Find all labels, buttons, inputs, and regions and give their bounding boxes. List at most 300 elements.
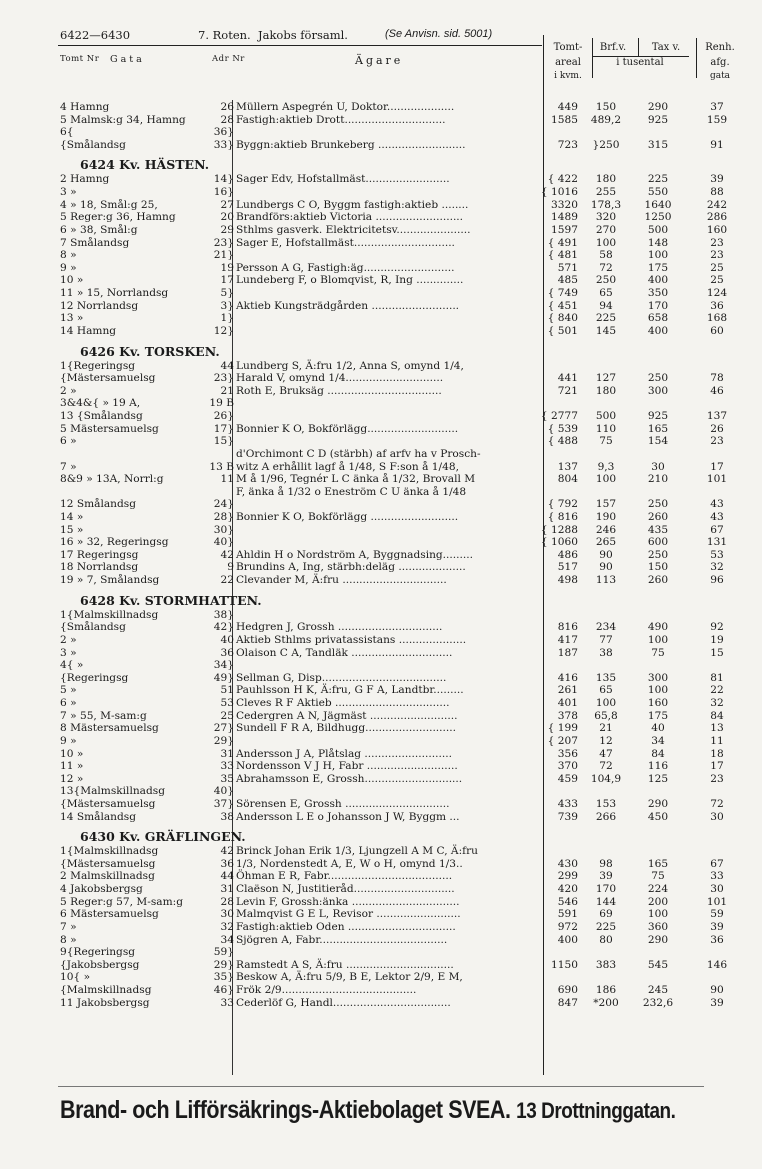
tax-value-cell: 116: [647, 760, 669, 773]
table-row: [0, 410, 762, 422]
street-cell: 14 »: [60, 510, 84, 523]
owner-cell: Pauhlsson H K, Ä:fru, G F A, Landtbr.........: [236, 684, 464, 697]
tax-value-cell: 175: [647, 261, 669, 274]
owner-cell: Andersson J A, Plåtslag ..........................: [236, 747, 452, 760]
table-row: [0, 524, 762, 536]
fire-insurance-value-cell: 69: [599, 908, 613, 921]
tax-value-cell: 260: [647, 574, 669, 587]
fire-insurance-value-cell: 90: [599, 548, 613, 561]
area-cell: 546: [557, 895, 578, 908]
address-number-cell: 19: [220, 261, 234, 274]
street-cleaning-fee-cell: 160: [706, 223, 728, 236]
col-areal: areal: [555, 57, 581, 68]
address-number-cell: 31: [220, 883, 234, 896]
street-cleaning-fee-cell: 30: [710, 810, 724, 823]
fire-insurance-value-cell: 21: [599, 722, 613, 735]
table-row: [0, 722, 762, 734]
tax-value-cell: 30: [651, 460, 665, 473]
fire-insurance-value-cell: 270: [595, 223, 617, 236]
area-cell: 816: [557, 621, 578, 634]
table-row: [0, 287, 762, 299]
area-cell: { 2777: [540, 410, 578, 423]
address-number-cell: 33: [220, 760, 234, 773]
tax-value-cell: 232,6: [642, 996, 674, 1009]
street-cleaning-fee-cell: 30: [710, 883, 724, 896]
table-row: [0, 211, 762, 223]
table-row: [0, 114, 762, 126]
area-cell: 721: [557, 384, 578, 397]
owner-cell: Fastigh:aktieb Oden ................................: [236, 920, 456, 933]
fire-insurance-value-cell: 100: [595, 697, 617, 710]
street-cell: 1{Regeringsg: [60, 359, 136, 372]
street-cell: 5 »: [60, 684, 77, 697]
address-number-cell: 3}: [220, 299, 234, 312]
col-taxv: Tax v.: [651, 42, 681, 53]
divider-tax: [696, 38, 697, 78]
fire-insurance-value-cell: 47: [599, 747, 613, 760]
tax-value-cell: 250: [647, 372, 669, 385]
street-cell: 9{Regeringsg: [60, 946, 136, 959]
owner-cell: Harald V, omynd 1/4.............................: [236, 372, 444, 385]
fire-insurance-value-cell: 153: [595, 798, 617, 810]
fire-insurance-value-cell: 110: [595, 422, 617, 435]
address-number-cell: 17}: [213, 422, 234, 435]
table-row: [0, 785, 762, 797]
address-number-cell: 38: [220, 810, 234, 823]
tax-value-cell: 250: [647, 548, 669, 561]
table-row: [0, 435, 762, 447]
owner-cell: Aktieb Sthlms privatassistans ....................: [236, 633, 467, 646]
table-row: [0, 312, 762, 324]
street-cell: 8 »: [60, 249, 77, 262]
area-cell: { 749: [547, 287, 578, 300]
tax-value-cell: 224: [647, 883, 669, 896]
street-cleaning-fee-cell: 159: [706, 113, 728, 126]
area-cell: 417: [557, 633, 578, 646]
table-row: [0, 921, 762, 933]
tax-value-cell: 100: [647, 684, 669, 697]
owner-cell: Aktieb Kungsträdgården ..........................: [236, 299, 460, 312]
address-number-cell: 59}: [213, 946, 234, 959]
address-number-cell: 12}: [213, 324, 234, 337]
tax-value-cell: 360: [647, 920, 669, 933]
address-number-cell: 14}: [213, 173, 234, 186]
address-number-cell: 44: [220, 870, 234, 883]
area-cell: 370: [557, 760, 578, 773]
street-cell: 6 Mästersamuelsg: [60, 908, 159, 921]
owner-cell: Sundell F R A, Bildhugg...........................: [236, 722, 457, 735]
street-cleaning-fee-cell: 15: [710, 646, 724, 659]
area-cell: 420: [557, 883, 578, 896]
street-cleaning-fee-cell: 39: [710, 173, 724, 186]
tax-value-cell: 165: [647, 857, 669, 870]
owner-cell: Sellman G, Disp.....................................: [236, 671, 447, 684]
address-number-cell: 26: [220, 101, 234, 113]
fire-insurance-value-cell: 100: [595, 236, 617, 249]
area-cell: { 488: [547, 435, 578, 448]
address-number-cell: 40}: [213, 536, 234, 549]
table-row: [0, 845, 762, 857]
table-row: [0, 659, 762, 671]
table-row: [0, 139, 762, 151]
street-cleaning-fee-cell: 18: [710, 747, 724, 760]
tax-value-cell: 350: [647, 287, 669, 300]
area-cell: 486: [557, 548, 578, 561]
street-cell: 19 » 7, Smålandsg: [60, 574, 160, 587]
street-cleaning-fee-cell: 11: [710, 734, 724, 747]
street-cleaning-fee-cell: 242: [706, 198, 728, 211]
address-number-cell: 38}: [213, 608, 234, 621]
owner-cell: d'Orchimont C D (stärbh) af arfv ha v Prosch-: [236, 447, 481, 460]
table-row: [0, 224, 762, 236]
tax-value-cell: 125: [647, 772, 669, 785]
address-number-cell: 34}: [213, 659, 234, 672]
address-number-cell: 42: [220, 548, 234, 561]
address-number-cell: 17: [220, 274, 234, 287]
street-cleaning-fee-cell: 22: [710, 684, 724, 697]
owner-cell: Sager Edv, Hofstallmäst.........................: [236, 173, 450, 186]
parish-label: Jakobs församl.: [258, 28, 348, 42]
street-cleaning-fee-cell: 91: [710, 138, 724, 151]
street-cell: 1{Malmskillnadsg: [60, 845, 159, 858]
tax-value-cell: 290: [647, 798, 669, 810]
street-cell: 5 Reger:g 36, Hamng: [60, 211, 176, 224]
street-cell: 2 Malmskillnadsg: [60, 870, 155, 883]
address-number-cell: 22: [220, 574, 234, 587]
address-number-cell: 46}: [213, 984, 234, 997]
owner-cell: Brandförs:aktieb Victoria ..........................: [236, 211, 464, 224]
street-cell: 2 Hamng: [60, 173, 110, 186]
tax-value-cell: 75: [651, 870, 665, 883]
table-row: [0, 984, 762, 996]
fire-insurance-value-cell: 77: [599, 633, 613, 646]
table-row: [0, 397, 762, 409]
street-cell: 6 » 38, Smål:g: [60, 223, 138, 236]
owner-cell: Lundbergs C O, Byggm fastigh:aktieb ........: [236, 198, 469, 211]
fire-insurance-value-cell: 234: [595, 621, 617, 634]
tax-value-cell: 400: [647, 324, 669, 337]
area-cell: { 816: [547, 510, 578, 523]
tax-value-cell: 165: [647, 422, 669, 435]
area-cell: 690: [557, 984, 578, 997]
street-cleaning-fee-cell: 26: [710, 422, 724, 435]
kvarter-heading: 6426 Kv. TORSKEN.: [80, 343, 220, 359]
address-number-cell: 37}: [213, 798, 234, 810]
street-cell: 10{ »: [60, 971, 91, 984]
owner-cell: Cleves R F Aktieb ..................................: [236, 697, 450, 710]
col-afg: afg.: [710, 57, 730, 68]
street-cell: 12 Smålandsg: [60, 498, 136, 511]
address-number-cell: 27}: [213, 722, 234, 735]
street-cell: 1{Malmskillnadsg: [60, 608, 159, 621]
area-cell: 1585: [551, 113, 578, 126]
owner-cell: Sörensen E, Grossh ...............................: [236, 798, 450, 810]
street-cleaning-fee-cell: 13: [710, 722, 724, 735]
owner-cell: F, änka å 1/32 o Eneström C U änka å 1/48: [236, 485, 467, 498]
tusental-rule: [593, 56, 689, 57]
street-cleaning-fee-cell: 23: [710, 435, 724, 448]
area-cell: { 840: [547, 312, 578, 325]
table-row: [0, 199, 762, 211]
address-number-cell: 25: [220, 709, 234, 722]
address-number-cell: 36: [220, 646, 234, 659]
owner-cell: Ramstedt A S, Ä:fru ................................: [236, 958, 454, 971]
street-cleaning-fee-cell: 37: [710, 101, 724, 113]
street-cell: 3&4&{ » 19 A,: [60, 397, 141, 410]
fire-insurance-value-cell: 100: [595, 473, 617, 486]
street-cell: 17 Regeringsg: [60, 548, 139, 561]
table-row: [0, 672, 762, 684]
address-number-cell: 5}: [220, 287, 234, 300]
street-cell: 9 »: [60, 734, 77, 747]
address-number-cell: 34: [220, 933, 234, 946]
roten-label: 7. Roten.: [198, 28, 251, 42]
address-number-cell: 49}: [213, 671, 234, 684]
area-cell: 485: [557, 274, 578, 287]
table-row: [0, 647, 762, 659]
street-cell: 3 »: [60, 646, 77, 659]
owner-cell: Olaison C A, Tandläk ..............................: [236, 646, 453, 659]
table-row: [0, 621, 762, 633]
owner-cell: Lundberg S, Ä:fru 1/2, Anna S, omynd 1/4,: [236, 359, 464, 372]
area-cell: 591: [557, 908, 578, 921]
address-number-cell: 19 B: [209, 397, 234, 410]
table-row: [0, 461, 762, 473]
area-cell: 847: [557, 996, 578, 1009]
street-cleaning-fee-cell: 39: [710, 920, 724, 933]
street-cleaning-fee-cell: 46: [710, 384, 724, 397]
area-cell: { 491: [547, 236, 578, 249]
table-row: [0, 249, 762, 261]
fire-insurance-value-cell: 225: [595, 312, 617, 325]
area-cell: 1150: [551, 958, 578, 971]
street-cleaning-fee-cell: 17: [710, 460, 724, 473]
area-cell: { 501: [547, 324, 578, 337]
street-cleaning-fee-cell: 25: [710, 261, 724, 274]
owner-cell: Beskow A, Ä:fru 5/9, B E, Lektor 2/9, E M,: [236, 971, 463, 984]
fire-insurance-value-cell: 72: [599, 760, 613, 773]
street-cell: 14 Smålandsg: [60, 810, 136, 823]
fire-insurance-value-cell: 90: [599, 561, 613, 574]
address-number-cell: 51: [220, 684, 234, 697]
street-cell: 10 »: [60, 747, 84, 760]
tax-value-cell: 150: [647, 561, 669, 574]
area-cell: 416: [557, 671, 578, 684]
owner-cell: Cedergren A N, Jägmäst ..........................: [236, 709, 458, 722]
fire-insurance-value-cell: 75: [599, 435, 613, 448]
table-row: [0, 971, 762, 983]
tax-value-cell: 925: [647, 410, 669, 423]
area-cell: 261: [557, 684, 578, 697]
tax-value-cell: 100: [647, 249, 669, 262]
tax-value-cell: 40: [651, 722, 665, 735]
owner-cell: Bonnier K O, Bokförlägg...........................: [236, 422, 459, 435]
area-cell: 498: [557, 574, 578, 587]
owner-cell: Hedgren J, Grossh ...............................: [236, 621, 443, 634]
area-cell: 3320: [551, 198, 578, 211]
table-row: [0, 934, 762, 946]
owner-cell: Lundeberg F, o Blomqvist, R, Ing ..............: [236, 274, 464, 287]
fire-insurance-value-cell: 98: [599, 857, 613, 870]
address-number-cell: 29}: [213, 734, 234, 747]
street-cleaning-fee-cell: 286: [706, 211, 728, 224]
street-cleaning-fee-cell: 67: [710, 857, 724, 870]
tax-value-cell: 250: [647, 498, 669, 511]
table-row: [0, 325, 762, 337]
area-cell: 299: [557, 870, 578, 883]
tax-value-cell: 210: [647, 473, 669, 486]
table-row: [0, 126, 762, 138]
area-cell: { 207: [547, 734, 578, 747]
owner-cell: Andersson L E o Johansson J W, Byggm ...: [236, 810, 460, 823]
area-cell: 441: [557, 372, 578, 385]
address-number-cell: 36}: [213, 126, 234, 139]
table-row: [0, 511, 762, 523]
tax-value-cell: 500: [647, 223, 669, 236]
street-cell: 5 Malmsk:g 34, Hamng: [60, 113, 186, 126]
street-cleaning-fee-cell: 36: [710, 299, 724, 312]
area-cell: 1597: [551, 223, 578, 236]
owner-cell: M å 1/96, Tegnér L C änka å 1/32, Brovall M: [236, 473, 476, 486]
fire-insurance-value-cell: 65: [599, 287, 613, 300]
fire-insurance-value-cell: 489,2: [590, 113, 622, 126]
fire-insurance-value-cell: 250: [595, 274, 617, 287]
table-row: [0, 697, 762, 709]
street-cleaning-fee-cell: 124: [706, 287, 728, 300]
owner-cell: Levin F, Grossh:änka ................................: [236, 895, 460, 908]
address-number-cell: 23}: [213, 236, 234, 249]
street-cell: 15 »: [60, 523, 84, 536]
table-row: [0, 423, 762, 435]
address-number-cell: 53: [220, 697, 234, 710]
tax-value-cell: 315: [647, 138, 669, 151]
owner-cell: 1/3, Nordenstedt A, E, W o H, omynd 1/3..: [236, 857, 463, 870]
fire-insurance-value-cell: 320: [595, 211, 617, 224]
address-number-cell: 29}: [213, 958, 234, 971]
table-row: [0, 870, 762, 882]
divider-brf: [638, 38, 639, 56]
owner-cell: Brundins A, Ing, stärbh:deläg ....................: [236, 561, 466, 574]
street-cell: 7 » 55, M-sam:g: [60, 709, 147, 722]
street-cleaning-fee-cell: 146: [706, 958, 728, 971]
owner-cell: Malmqvist G E L, Revisor .........................: [236, 908, 461, 921]
address-number-cell: 28: [220, 895, 234, 908]
street-cell: 11 Jakobsbergsg: [60, 996, 150, 1009]
area-cell: 137: [557, 460, 578, 473]
fire-insurance-value-cell: 145: [595, 324, 617, 337]
address-number-cell: 13 B: [209, 460, 234, 473]
col-ikvm: i kvm.: [554, 71, 582, 81]
fire-insurance-value-cell: 135: [595, 671, 617, 684]
footer-advertisement: [60, 1096, 676, 1125]
owner-cell: Cederlöf G, Handl...................................: [236, 996, 451, 1009]
table-row: [0, 634, 762, 646]
street-cell: 12 »: [60, 772, 84, 785]
street-cell: 6{: [60, 126, 74, 139]
address-number-cell: 9: [227, 561, 234, 574]
fire-insurance-value-cell: 180: [595, 173, 617, 186]
fire-insurance-value-cell: 186: [595, 984, 617, 997]
fire-insurance-value-cell: 180: [595, 384, 617, 397]
area-cell: 400: [557, 933, 578, 946]
street-cell: 4 » 18, Smål:g 25,: [60, 198, 158, 211]
col-renh: Renh.: [705, 42, 735, 53]
fire-insurance-value-cell: 150: [595, 101, 617, 113]
table-row: [0, 549, 762, 561]
tax-value-cell: 225: [647, 173, 669, 186]
address-number-cell: 15}: [213, 435, 234, 448]
fire-insurance-value-cell: 80: [599, 933, 613, 946]
footer-rule: [58, 1086, 704, 1087]
kvarter-heading: 6428 Kv. STORMHATTEN.: [80, 592, 262, 608]
page-range: 6422—6430: [60, 28, 131, 42]
tax-value-cell: 34: [651, 734, 665, 747]
address-number-cell: 24}: [213, 498, 234, 511]
kvarter-heading: 6424 Kv. HÄSTEN.: [80, 157, 210, 173]
area-cell: 1489: [551, 211, 578, 224]
street-cleaning-fee-cell: 59: [710, 908, 724, 921]
table-row: [0, 300, 762, 312]
tax-value-cell: 245: [647, 984, 669, 997]
address-number-cell: 33: [220, 996, 234, 1009]
table-row: [0, 798, 762, 810]
street-cell: 11 »: [60, 760, 84, 773]
address-number-cell: 21: [220, 384, 234, 397]
street-cleaning-fee-cell: 33: [710, 870, 724, 883]
area-cell: { 1016: [540, 186, 578, 199]
address-number-cell: 21}: [213, 249, 234, 262]
area-cell: { 792: [547, 498, 578, 511]
street-cell: 7 »: [60, 920, 77, 933]
address-number-cell: 11: [220, 473, 234, 486]
col-gata-afg: gata: [709, 71, 731, 81]
address-number-cell: 28: [220, 113, 234, 126]
table-row: [0, 101, 762, 113]
table-row: [0, 498, 762, 510]
table-row: [0, 486, 762, 498]
table-row: [0, 858, 762, 870]
col-adrnr: Adr Nr: [212, 54, 245, 64]
area-cell: { 1288: [540, 523, 578, 536]
table-row: [0, 896, 762, 908]
street-cleaning-fee-cell: 60: [710, 324, 724, 337]
street-cell: 2 »: [60, 633, 77, 646]
address-number-cell: 40}: [213, 785, 234, 798]
fire-insurance-value-cell: 266: [595, 810, 617, 823]
table-row: [0, 609, 762, 621]
tax-value-cell: 490: [647, 621, 669, 634]
street-cell: 16 » 32, Regeringsg: [60, 536, 169, 549]
street-cell: 9 »: [60, 261, 77, 274]
address-number-cell: 29: [220, 223, 234, 236]
owner-cell: Müllern Aspegrén U, Doktor....................: [236, 101, 455, 113]
table-row: [0, 760, 762, 772]
table-row: [0, 908, 762, 920]
address-number-cell: 33}: [213, 138, 234, 151]
owner-cell: Persson A G, Fastigh:äg...........................: [236, 261, 455, 274]
area-cell: { 539: [547, 422, 578, 435]
street-cleaning-fee-cell: 17: [710, 760, 724, 773]
street-cell: 8&9 » 13A, Norrl:g: [60, 473, 164, 486]
street-cell: 13{Malmskillnadsg: [60, 785, 165, 798]
table-row: [0, 473, 762, 485]
address-number-cell: 42: [220, 845, 234, 858]
address-number-cell: 26}: [213, 410, 234, 423]
address-number-cell: 20: [220, 211, 234, 224]
street-cell: 13 {Smålandsg: [60, 410, 143, 423]
address-number-cell: 16}: [213, 186, 234, 199]
street-cell: 11 » 15, Norrlandsg: [60, 287, 169, 300]
